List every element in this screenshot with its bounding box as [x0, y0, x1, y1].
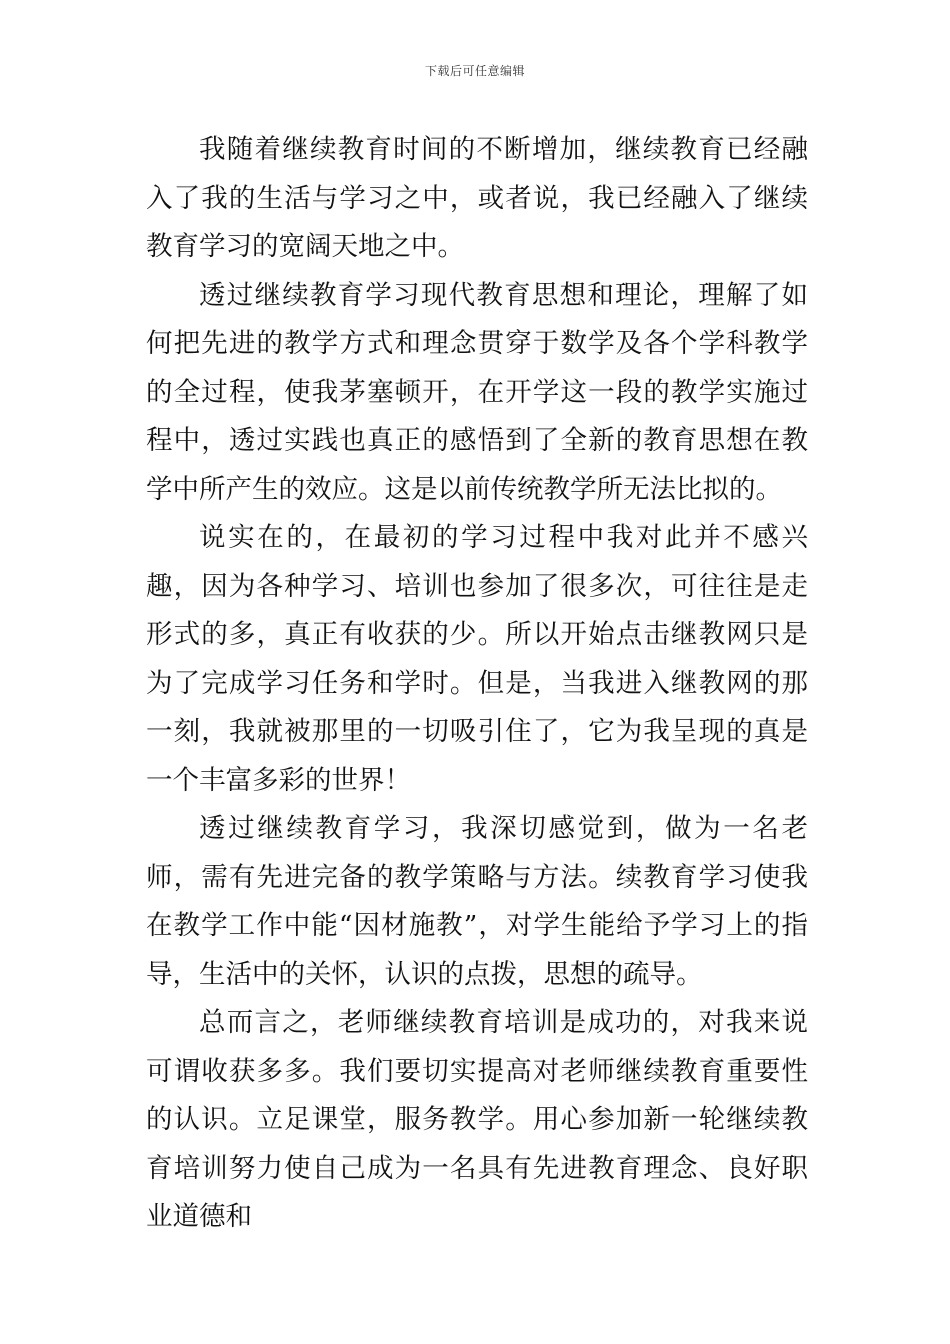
page-header-note: 下载后可任意编辑 [424, 64, 525, 78]
paragraph-2: 透过继续教育学习现代教育思想和理论，理解了如何把先进的教学方式和理念贯穿于数学及各个学科教学的全过程，使我茅塞顿开，在开学这一段的教学实施过程中，透过实践也真正的感悟到了全新的教育思想在教学中所产生的效应。这是以前传统教学所无法比拟的。 [146, 279, 808, 505]
paragraph-3: 说实在的，在最初的学习过程中我对此并不感兴趣，因为各种学习、培训也参加了很多次，可往往是走形式的多，真正有收获的少。所以开始点击继教网只是为了完成学习任务和学时。但是，当我进入继教网的那一刻，我就被那里的一切吸引住了，它为我呈现的真是一个丰富多彩的世界！ [146, 522, 808, 796]
paragraph-4: 透过继续教育学习，我深切感觉到，做为一名老师，需有先进完备的教学策略与方法。续教育学习使我在教学工作中能“因材施教”，对学生能给予学习上的指导，生活中的关怀，认识的点拨，思想的疏导。 [146, 813, 808, 990]
paragraph-5: 总而言之，老师继续教育培训是成功的，对我来说可谓收获多多。我们要切实提高对老师继续教育重要性的认识。立足课堂，服务教学。用心参加新一轮继续教育培训努力使自己成为一名具有先进教育理念、良好职业道德和 [146, 1007, 808, 1232]
document-body [146, 126, 808, 1242]
paragraph-1: 我随着继续教育时间的不断增加，继续教育已经融入了我的生活与学习之中，或者说，我已经融入了继续教育学习的宽阔天地之中。 [146, 134, 808, 262]
